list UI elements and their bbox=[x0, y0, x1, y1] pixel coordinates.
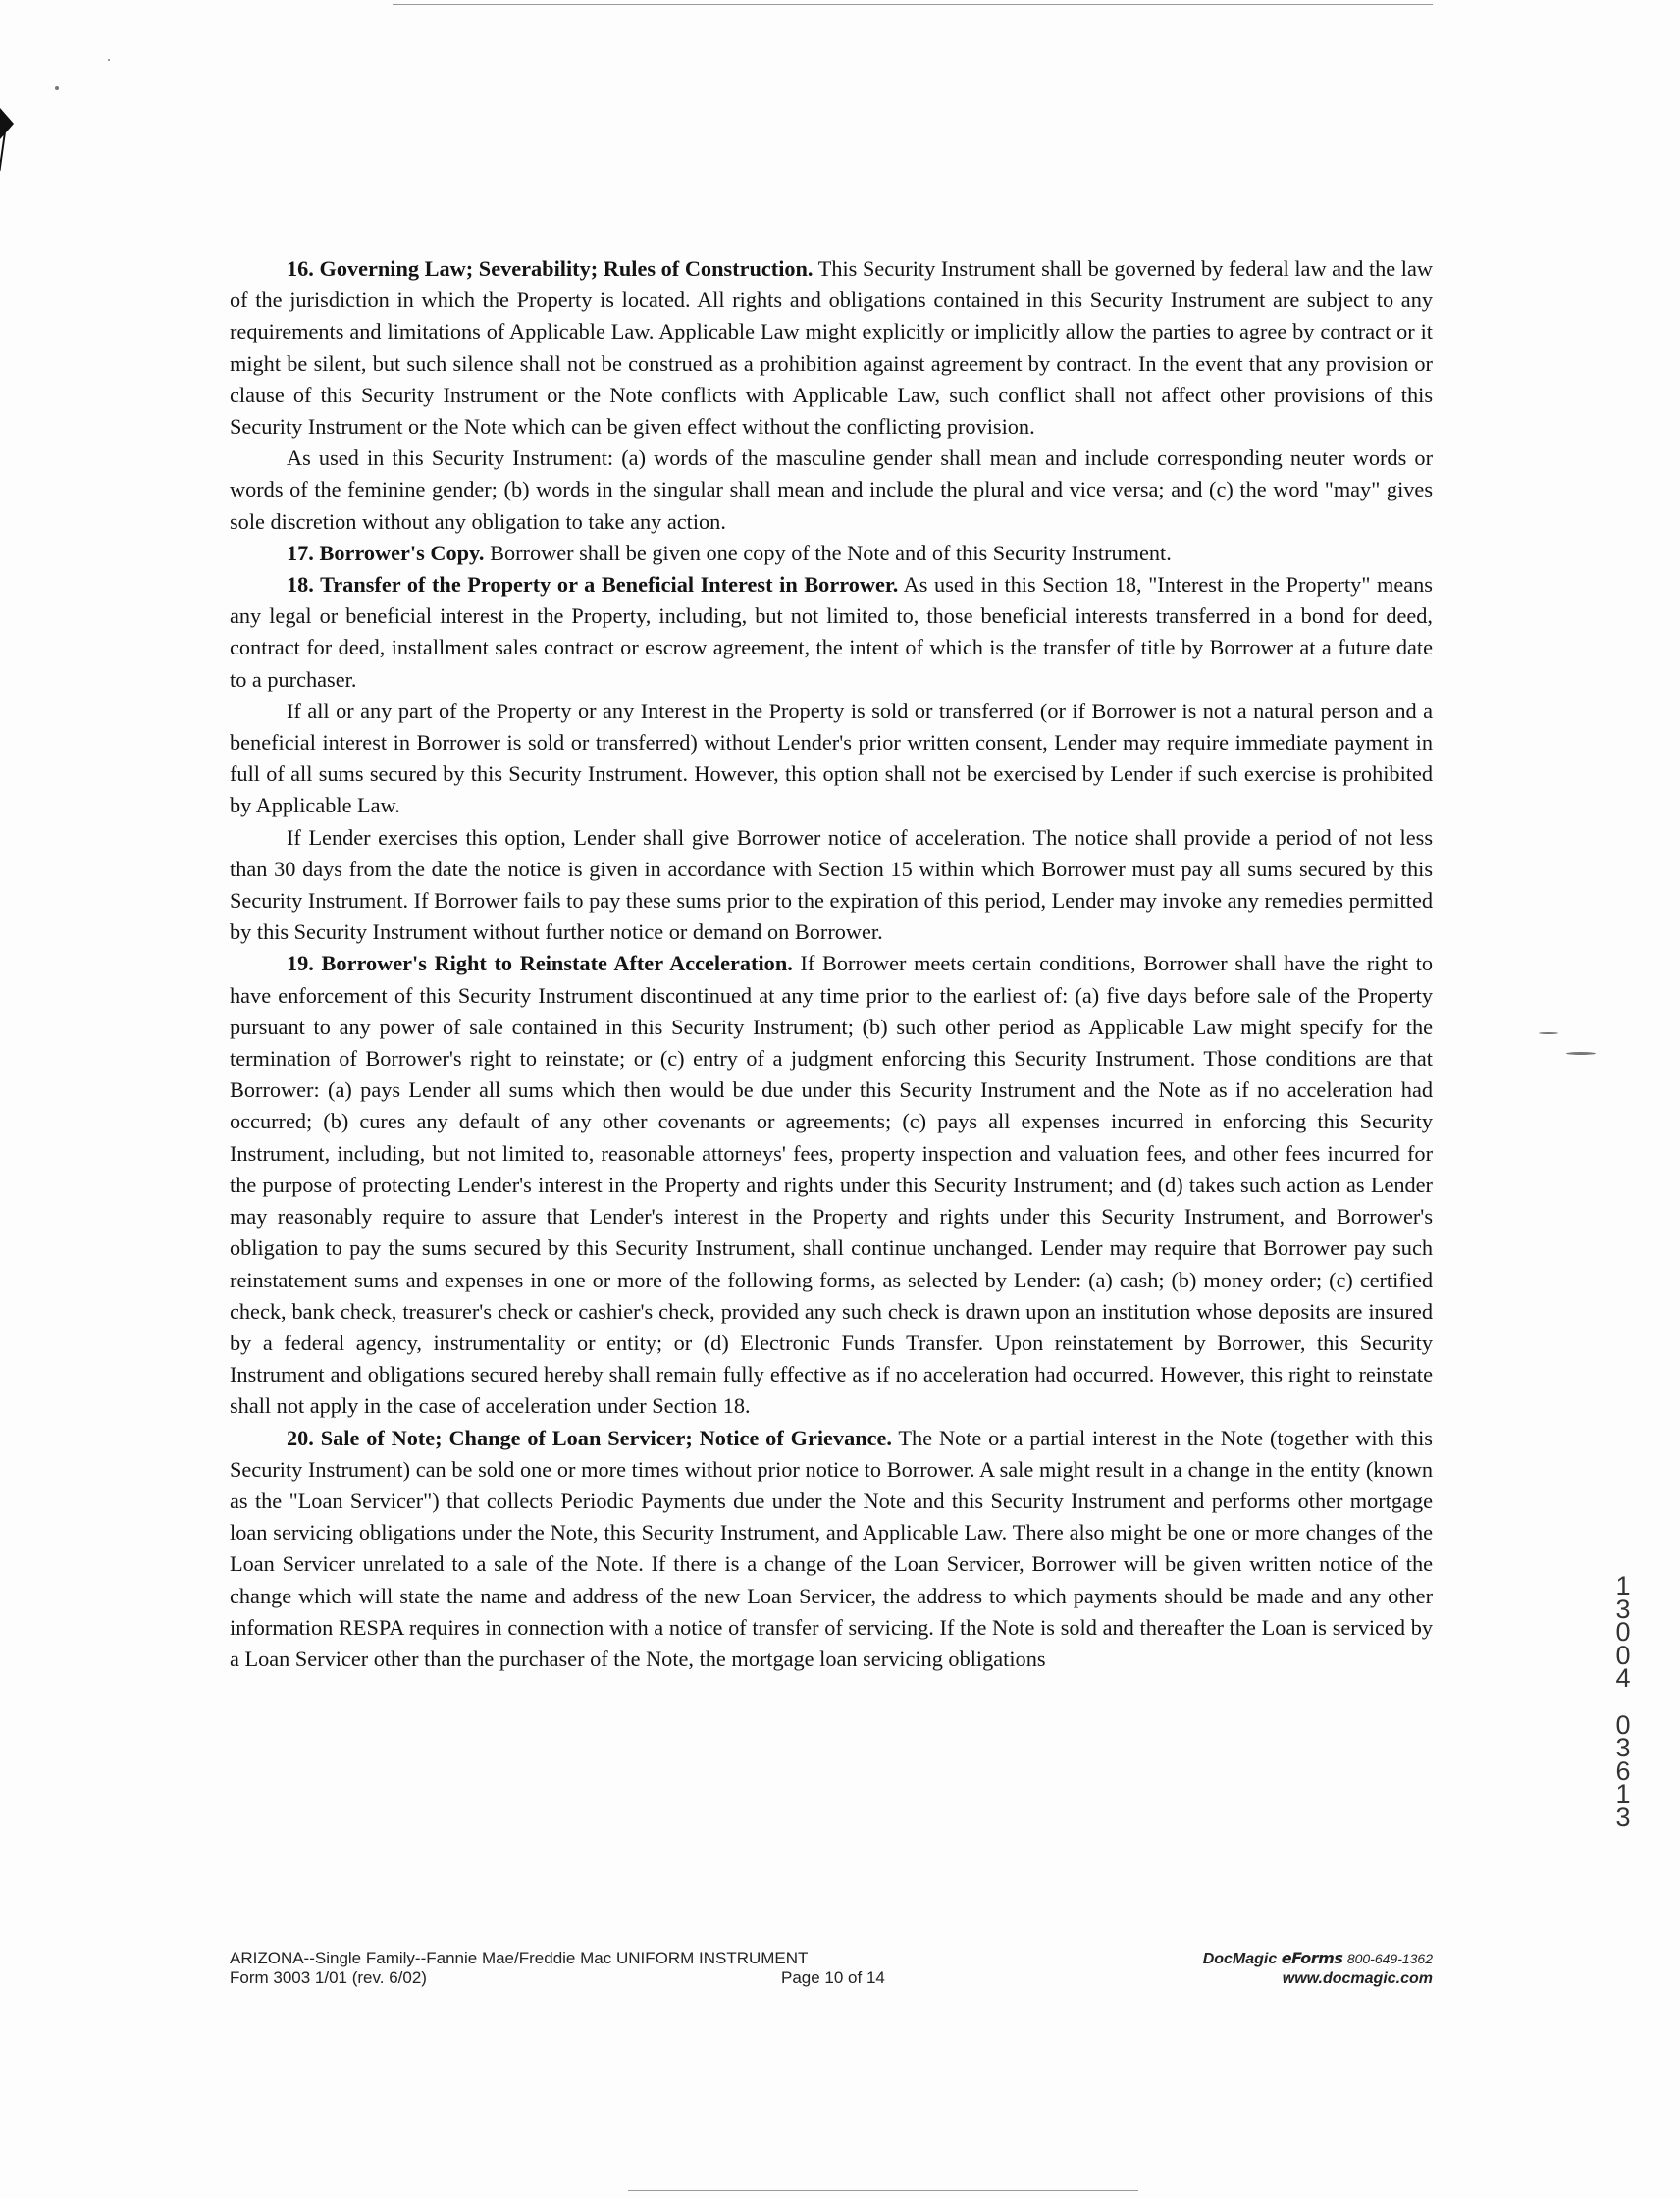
scan-speck bbox=[55, 86, 59, 90]
recording-number-stamp bbox=[1609, 1571, 1637, 1832]
section-16-paragraph-2 bbox=[230, 443, 1433, 538]
section-heading: 18. Transfer of the Property or a Beneficial Interest in Borrower. bbox=[287, 572, 899, 598]
scan-speck bbox=[1566, 1052, 1596, 1055]
section-text: Borrower shall be given one copy of the Note and of this Security Instrument. bbox=[484, 540, 1172, 565]
stamp-digit: 1 bbox=[1615, 1571, 1631, 1600]
footer-brand-line bbox=[1099, 1949, 1433, 1969]
section-heading: 20. Sale of Note; Change of Loan Servicer; Notice of Grievance. bbox=[287, 1425, 892, 1450]
section-20-paragraph bbox=[230, 1423, 1433, 1676]
brand-eforms-logo: eForms bbox=[1281, 1949, 1343, 1967]
footer-brand bbox=[1099, 1949, 1433, 1989]
section-text: As used in this Section 18, "Interest in the Property" means any legal or beneficial interest in the Property, including, but not limited to, those beneficial interests transferred in a bond for deed, contract for deed, installment sales contract or escrow agreement, the intent of which is the transfer of title by Borrower at a future date to a purchaser. bbox=[230, 572, 1433, 692]
section-heading: 17. Borrower's Copy. bbox=[287, 540, 485, 565]
section-18-paragraph bbox=[230, 569, 1433, 696]
top-scan-edge bbox=[393, 4, 1433, 5]
section-text: The Note or a partial interest in the Note (together with this Security Instrument) can be sold one or more times without prior notice to Borrower. A sale might result in a change in the entity (known as the "Loan Servicer") that collects Periodic Payments due under the Note and this Security Instrument and performs other mortgage loan servicing obligations under the Note, this Security Instrument, and Applicable Law. There also might be one or more changes of the Loan Servicer unrelated to a sale of the Note. If there is a change of the Loan Servicer, Borrower will be given written notice of the change which will state the name and address of the new Loan Servicer, the address to which payments should be made and any other information RESPA requires in connection with a notice of transfer of servicing. If the Note is sold and thereafter the Loan is serviced by a Loan Servicer other than the purchaser of the Note, the mortgage loan servicing obligations bbox=[230, 1425, 1433, 1671]
section-18-paragraph-2 bbox=[230, 696, 1433, 822]
stamp-digit: 0 bbox=[1615, 1617, 1631, 1647]
section-heading: 19. Borrower's Right to Reinstate After Acceleration. bbox=[287, 951, 793, 976]
stamp-digit: 3 bbox=[1615, 1733, 1631, 1762]
footer-form-info bbox=[230, 1949, 995, 1988]
brand-phone: 800-649-1362 bbox=[1346, 1951, 1433, 1966]
section-text: If Lender exercises this option, Lender shall give Borrower notice of acceleration. The notice shall provide a period of not less than 30 days from the date the notice is given in accordance with Section 15 within which Borrower must pay all sums secured by this Security Instrument. If Borrower fails to pay these sums prior to the expiration of this period, Lender may invoke any remedies permitted by this Security Instrument without further notice or demand on Borrower. bbox=[230, 824, 1433, 945]
section-heading: 16. Governing Law; Severability; Rules of Construction. bbox=[287, 256, 814, 281]
brand-name: DocMagic bbox=[1202, 1951, 1278, 1967]
section-16-paragraph bbox=[230, 253, 1433, 443]
section-19-paragraph bbox=[230, 948, 1433, 1422]
footer-form-number: Form 3003 1/01 (rev. 6/02) bbox=[230, 1968, 427, 1987]
stamp-digit: 6 bbox=[1615, 1755, 1631, 1786]
stamp-digit: 1 bbox=[1615, 1779, 1631, 1808]
stamp-digit: 3 bbox=[1615, 1802, 1631, 1832]
brand-website: www.docmagic.com bbox=[1282, 1970, 1433, 1987]
footer-page-number: Page 10 of 14 bbox=[781, 1968, 885, 1987]
stamp-digit: 4 bbox=[1615, 1663, 1631, 1693]
section-18-paragraph-3 bbox=[230, 822, 1433, 949]
section-text: If all or any part of the Property or any Interest in the Property is sold or transferred (or if Borrower is not a natural person and a beneficial interest in Borrower is sold or transferred) without Lender's prior written consent, Lender may require immediate payment in full of all sums secured by this Security Instrument. However, this option shall not be exercised by Lender if such exercise is prohibited by Applicable Law. bbox=[230, 698, 1433, 818]
footer-instrument: ARIZONA--Single Family--Fannie Mae/Freddie Mac UNIFORM INSTRUMENT bbox=[230, 1949, 809, 1967]
section-text: This Security Instrument shall be governed by federal law and the law of the jurisdiction in which the Property is located. All rights and obligations contained in this Security Instrument are subject to any requirements and limitations of Applicable Law. Applicable Law might explicitly or implicitly allow the parties to agree by contract or it might be silent, but such silence shall not be construed as a prohibition against agreement by contract. In the event that any provision or clause of this Security Instrument or the Note conflicts with Applicable Law, such conflict shall not affect other provisions of this Security Instrument or the Note which can be given effect without the conflicting provision. bbox=[230, 256, 1433, 440]
scan-speck bbox=[1539, 1032, 1558, 1034]
bottom-scan-edge bbox=[628, 2190, 1138, 2191]
section-17-paragraph bbox=[230, 538, 1433, 569]
stamp-digit: 3 bbox=[1615, 1594, 1631, 1624]
scan-speck bbox=[108, 59, 110, 61]
footer-form-row bbox=[230, 1968, 995, 1988]
stamp-digit: 0 bbox=[1615, 1709, 1631, 1740]
stamp-digit: 0 bbox=[1615, 1640, 1631, 1670]
section-text: If Borrower meets certain conditions, Borrower shall have the right to have enforcement of this Security Instrument discontinued at any time prior to the earliest of: (a) five days before sale of the Property pursuant to any power of sale contained in this Security Instrument; (b) such other period as Applicable Law might specify for the termination of Borrower's right to reinstate; or (c) entry of a judgment enforcing this Security Instrument. Those conditions are that Borrower: (a) pays Lender all sums which then would be due under this Security Instrument and the Note as if no acceleration had occurred; (b) cures any default of any other covenants or agreements; (c) pays all expenses incurred in enforcing this Security Instrument, including, but not limited to, reasonable attorneys' fees, property inspection and valuation fees, and other fees incurred for the purpose of protecting Lender's interest in the Property and rights under this Security Instrument; and (d) takes such action as Lender may reasonably require to assure that Lender's interest in the Property and rights under this Security Instrument, and Borrower's obligation to pay the sums secured by this Security Instrument, shall continue unchanged. Lender may require that Borrower pay such reinstatement sums and expenses in one or more of the following forms, as selected by Lender: (a) cash; (b) money order; (c) certified check, bank check, treasurer's check or cashier's check, provided any such check is drawn upon an institution whose deposits are insured by a federal agency, instrumentality or entity; or (d) Electronic Funds Transfer. Upon reinstatement by Borrower, this Security Instrument and obligations secured hereby shall remain fully effective as if no acceleration had occurred. However, this right to reinstate shall not apply in the case of acceleration under Section 18. bbox=[230, 951, 1433, 1419]
section-text: As used in this Security Instrument: (a) words of the masculine gender shall mean and include corresponding neuter words or words of the feminine gender; (b) words in the singular shall mean and include the plural and vice versa; and (c) the word "may" gives sole discretion without any obligation to take any action. bbox=[230, 445, 1433, 534]
document-body bbox=[230, 253, 1433, 1675]
